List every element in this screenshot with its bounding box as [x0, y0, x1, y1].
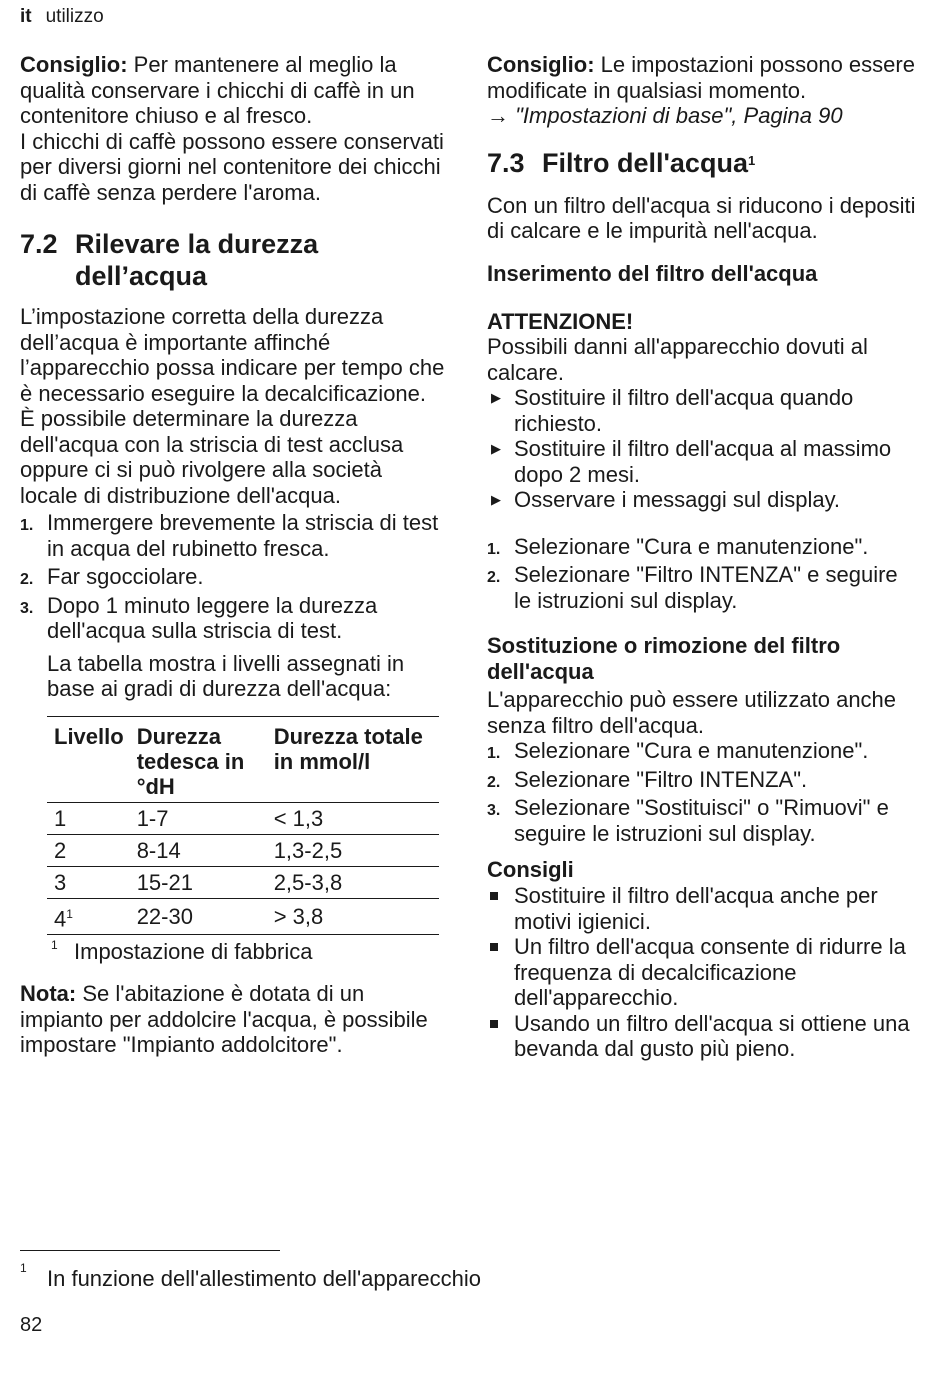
- hardness-table: [47, 716, 439, 935]
- subheading-replace-filter: Sostituzione o rimozione del filtro dell'acqua: [487, 633, 841, 684]
- step-text: Selezionare "Filtro INTENZA" e seguire le istruzioni sul display.: [514, 562, 898, 613]
- warning-text: Possibili danni all'apparecchio dovuti al calcare.: [487, 334, 868, 385]
- cross-reference-text[interactable]: "Impostazioni di base", Pagina 90: [515, 103, 843, 128]
- step-number: 3.: [487, 802, 501, 819]
- steps-list: [20, 510, 445, 644]
- table-cell: 2,5-3,8: [273, 869, 343, 895]
- header-cell: Durezza totale in mmol/l: [273, 723, 423, 774]
- footnote-ref: 1: [747, 152, 756, 168]
- section-number: 7.2: [20, 229, 58, 259]
- table-header-row: [47, 716, 439, 802]
- section-title: Rilevare la durezza dell’acqua: [75, 229, 319, 291]
- table-cell: 1: [54, 805, 67, 831]
- table-cell: 1-7: [136, 805, 169, 831]
- page-number: 82: [20, 1314, 43, 1336]
- header-cell: Durezza tedesca in °dH: [136, 723, 245, 799]
- list-item: [487, 767, 917, 793]
- level-value: 4: [54, 905, 67, 931]
- section-number: 7.3: [487, 147, 525, 178]
- table-cell: 22-30: [136, 903, 193, 929]
- table-row: [47, 834, 439, 866]
- steps-list-insert: [487, 534, 917, 614]
- step-text: Immergere brevemente la striscia di test in acqua del rubinetto fresca.: [47, 510, 439, 561]
- triangle-bullet-icon: ▶: [491, 441, 501, 456]
- step-text: Selezionare "Filtro INTENZA".: [514, 766, 808, 792]
- footnote-mark: 1: [51, 937, 58, 952]
- subheading-insert-filter: Inserimento del filtro dell'acqua: [487, 260, 818, 286]
- tip-text: Le impostazioni possono essere modificate in qualsiasi momento.: [487, 52, 915, 103]
- step-number: 2.: [20, 571, 34, 588]
- tip-label: Consiglio:: [20, 52, 128, 77]
- step-text: Selezionare "Sostituisci" o "Rimuovi" e seguire le istruzioni sul display.: [514, 795, 889, 846]
- tip-label: Consiglio:: [487, 52, 595, 77]
- step-number: 1.: [487, 745, 501, 762]
- cross-reference[interactable]: [487, 103, 917, 129]
- list-item: [487, 487, 917, 513]
- item-text: Sostituire il filtro dell'acqua anche per motivi igienici.: [514, 883, 878, 934]
- warning-list: [487, 385, 917, 513]
- arrow-right-icon: →: [487, 103, 509, 128]
- step-number: 3.: [20, 599, 34, 617]
- steps-list-replace: [487, 738, 917, 846]
- square-bullet-icon: [490, 1020, 498, 1028]
- table-row: [47, 898, 439, 934]
- table-cell: 8-14: [136, 837, 181, 863]
- step-number: 2.: [487, 569, 501, 586]
- header-cell: Livello: [54, 723, 124, 749]
- list-item: [487, 436, 917, 487]
- table-cell: 3: [54, 869, 67, 895]
- step-number: 1.: [20, 517, 34, 534]
- list-item: [20, 593, 445, 644]
- footnote-mark: 1: [20, 1261, 27, 1275]
- note-text: Se l'abitazione è dotata di un impianto per addolcire l'acqua, è possibile impostare "Impianto addolcitore".: [20, 981, 428, 1058]
- list-item: [487, 795, 917, 846]
- footnote-divider: [20, 1250, 280, 1251]
- item-text: Un filtro dell'acqua consente di ridurre la frequenza di decalcificazione dell'apparecchio.: [514, 934, 906, 1010]
- item-text: Osservare i messaggi sul display.: [514, 487, 841, 512]
- table-row: [47, 802, 439, 834]
- table-cell: < 1,3: [273, 805, 324, 831]
- tip-paragraph-2: I chicchi di caffè possono essere conservati per diversi giorni nel contenitore dei chicchi di caffè senza perdere l'aroma.: [20, 128, 444, 205]
- intro-paragraph: Con un filtro dell'acqua si riducono i depositi di calcare e le impurità nell'acqua.: [487, 192, 916, 243]
- table-intro: La tabella mostra i livelli assegnati in base ai gradi di durezza dell'acqua:: [47, 650, 405, 701]
- warning-title: ATTENZIONE!: [487, 308, 634, 334]
- list-item: [487, 934, 917, 1011]
- triangle-bullet-icon: ▶: [491, 492, 501, 507]
- note-label: Nota:: [20, 981, 77, 1007]
- left-column: [20, 52, 445, 1058]
- step-number: 1.: [487, 540, 501, 558]
- item-text: Sostituire il filtro dell'acqua quando richiesto.: [514, 385, 854, 436]
- intro-paragraph: L’impostazione corretta della durezza dell’acqua è importante affinché l’apparecchio possa indicare per tempo che è necessario eseguire la decalcificazione. È possibile determinare la durezza dell'acqua con la striscia di test acclusa oppure ci si può rivolgere alla società locale di distribuzione dell'acqua.: [20, 304, 445, 508]
- table-cell: > 3,8: [273, 903, 324, 929]
- note-paragraph: [20, 981, 445, 1058]
- list-item: [487, 1011, 917, 1062]
- right-column: [487, 52, 917, 1062]
- section-title: Filtro dell'acqua: [542, 147, 748, 178]
- table-cell: 15-21: [136, 869, 193, 895]
- square-bullet-icon: [490, 943, 498, 951]
- table-cell: 1,3-2,5: [273, 837, 343, 863]
- step-text: Far sgocciolare.: [47, 564, 204, 589]
- page-footnote: [20, 1261, 482, 1292]
- running-header: [20, 6, 104, 28]
- table-footnote: [47, 939, 445, 965]
- list-item: [487, 534, 917, 560]
- item-text: Usando un filtro dell'acqua si ottiene una bevanda dal gusto più pieno.: [514, 1010, 910, 1061]
- step-text: Selezionare "Cura e manutenzione".: [514, 533, 869, 559]
- square-bullet-icon: [490, 892, 498, 900]
- tips-list: [487, 883, 917, 1062]
- tip-paragraph: [487, 52, 917, 103]
- list-item: [487, 738, 917, 764]
- tip-paragraph: [20, 52, 445, 129]
- list-item: [20, 510, 445, 561]
- table-cell: 2: [54, 837, 67, 863]
- table-row: [47, 866, 439, 898]
- triangle-bullet-icon: ▶: [491, 390, 501, 405]
- replace-intro: L'apparecchio può essere utilizzato anche senza filtro dell'acqua.: [487, 687, 897, 738]
- footnote-text: In funzione dell'allestimento dell'apparecchio: [47, 1266, 482, 1291]
- footnote-ref: 1: [66, 906, 73, 921]
- table-cell: [47, 898, 130, 934]
- list-item: [487, 562, 917, 613]
- step-number: 2.: [487, 773, 501, 791]
- step-text: Dopo 1 minuto leggere la durezza dell'acqua sulla striscia di test.: [47, 592, 378, 643]
- list-item: [487, 385, 917, 436]
- step-text: Selezionare "Cura e manutenzione".: [514, 738, 869, 763]
- section-heading-7-3: [487, 147, 917, 179]
- section-name: utilizzo: [45, 6, 104, 27]
- tip-text: Per mantenere al meglio la qualità conservare i chicchi di caffè in un contenitore chiuso e al fresco.: [20, 52, 415, 128]
- section-heading-7-2: [20, 228, 445, 292]
- footnote-text: Impostazione di fabbrica: [74, 938, 313, 964]
- warning-block: [487, 309, 917, 335]
- list-item: [487, 883, 917, 934]
- item-text: Sostituire il filtro dell'acqua al massimo dopo 2 mesi.: [514, 436, 892, 487]
- list-item: [20, 564, 445, 590]
- subheading-tips: Consigli: [487, 857, 574, 882]
- language-tag: it: [20, 6, 32, 27]
